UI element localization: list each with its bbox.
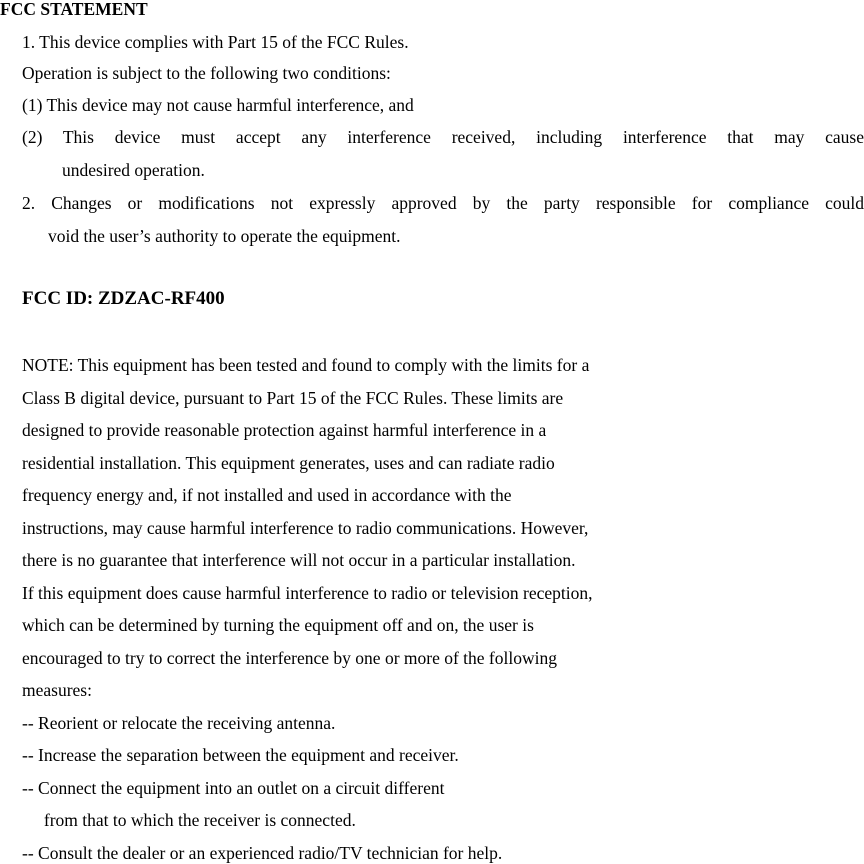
note-line: -- Connect the equipment into an outlet on a circuit different: [22, 777, 445, 798]
note-line: NOTE: This equipment has been tested and found to comply with the limits for a: [22, 355, 590, 375]
note-line: which can be determined by turning the equipment off and on, the user is: [22, 615, 534, 635]
note-line: -- Consult the dealer or an experienced radio/TV technician for help.: [22, 842, 503, 863]
note-line: measures:: [22, 680, 92, 700]
note-line: Class B digital device, pursuant to Part 15 of the FCC Rules. These limits are: [22, 387, 564, 408]
condition-2: (2) This device must accept any interference received, including interference that may cause: [22, 127, 864, 147]
statement-item-2-cont: void the user’s authority to operate the equipment.: [48, 226, 401, 246]
conditions-intro: Operation is subject to the following two conditions:: [22, 63, 391, 83]
statement-item-1: 1. This device complies with Part 15 of the FCC Rules.: [22, 32, 409, 52]
note-line: frequency energy and, if not installed and used in accordance with the: [22, 485, 512, 505]
fcc-id: FCC ID: ZDZAC-RF400: [22, 288, 225, 309]
note-line: If this equipment does cause harmful interference to radio or television reception,: [22, 582, 593, 603]
condition-1: (1) This device may not cause harmful interference, and: [22, 95, 414, 115]
note-line: residential installation. This equipment generates, uses and can radiate radio: [22, 452, 555, 473]
condition-2-cont: undesired operation.: [62, 160, 205, 180]
heading: FCC STATEMENT: [0, 0, 148, 19]
note-line: there is no guarantee that interference will not occur in a particular installation.: [22, 550, 576, 570]
note-line: -- Reorient or relocate the receiving antenna.: [22, 712, 336, 733]
note-line: -- Increase the separation between the equipment and receiver.: [22, 745, 459, 765]
note-line: from that to which the receiver is connected.: [22, 810, 356, 830]
note-line: encouraged to try to correct the interference by one or more of the following: [22, 647, 557, 668]
statement-item-2: 2. Changes or modifications not expressly approved by the party responsible for compliance could: [22, 193, 864, 213]
note-line: instructions, may cause harmful interference to radio communications. However,: [22, 517, 589, 538]
note-line: designed to provide reasonable protection against harmful interference in a: [22, 420, 547, 440]
